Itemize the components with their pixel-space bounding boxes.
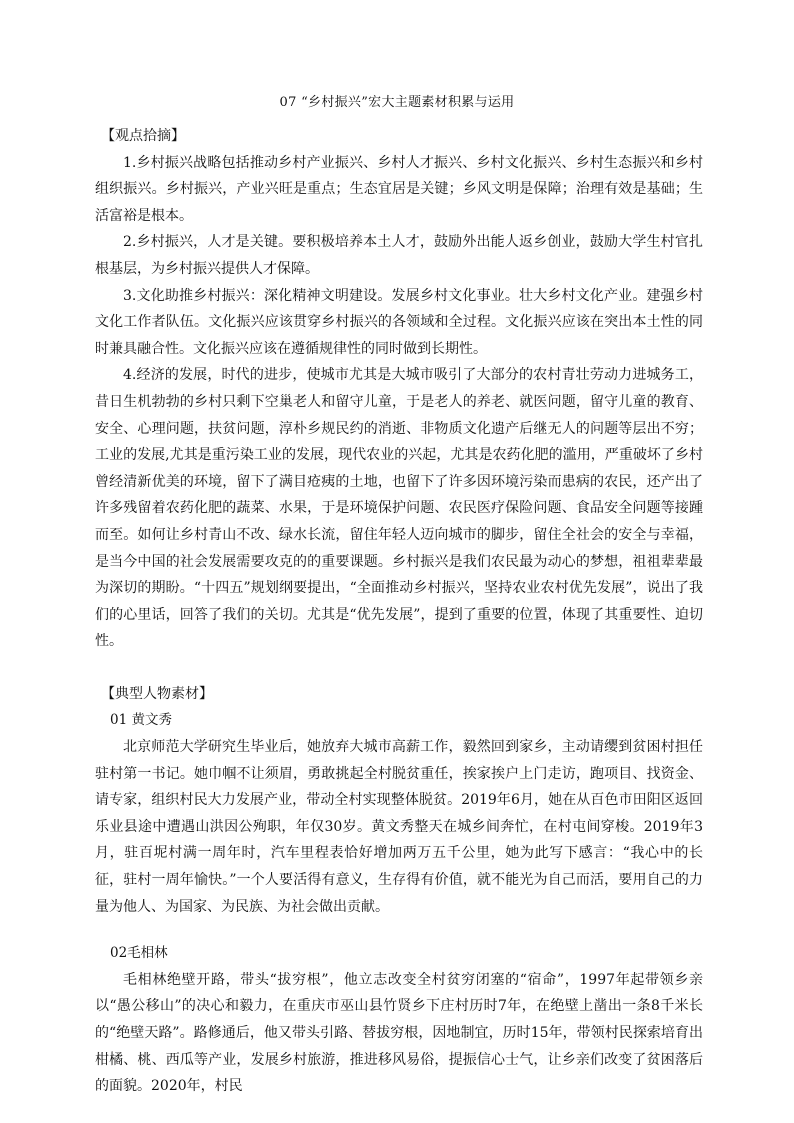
viewpoint-paragraph-4: 4.经济的发展，时代的进步，使城市尤其是大城市吸引了大部分的农村青壮劳动力进城务工，昔日生机勃勃的乡村只剩下空巢老人和留守儿童，于是老人的养老、就医问题，留守儿童的教育、安全、心理问题，扶贫问题，淳朴乡规民约的消逝、非物质文化遗产后继无人的问题等层出不穷；工业的发展,尤其是重污染工业的发展，现代农业的兴起，尤其是农药化肥的滥用，严重破坏了乡村曾经清新优美的环境，留下了满目疮痍的土地，也留下了许多因环境污染而患病的农民，还产出了许多残留着农药化肥的蔬菜、水果，于是环境保护问题、农民医疗保险问题、食品安全问题等接踵而至。如何让乡村青山不改、绿水长流，留住年轻人迈向城市的脚步，留住全社会的安全与幸福，是当今中国的社会发展需要攻克的的重要课题。乡村振兴是我们农民最为动心的梦想，祖祖辈辈最为深切的期盼。“十四五”规划纲要提出，“全面推动乡村振兴，坚持农业农村优先发展”，说出了我们的心里话，回答了我们的关切。尤其是“优先发展”，提到了重要的位置，体现了其重要性、迫切性。 — [95, 367, 703, 650]
person-text-1: 北京师范大学研究生毕业后，她放弃大城市高薪工作，毅然回到家乡，主动请缨到贫困村担任驻村第一书记。她巾帼不让须眉，勇敢挑起全村脱贫重任，挨家挨户上门走访，跑项目、找资金、请专家，组织村民大力发展产业，带动全村实现整体脱贫。2019年6月，她在从百色市田阳区返回乐业县途中遭遇山洪因公殉职，年仅30岁。黄文秀整天在城乡间奔忙，在村屯间穿梭。2019年3月，驻百坭村满一周年时，汽车里程表恰好增加两万五千公里，她为此写下感言：“我心中的长征，驻村一周年愉快。”一个人要活得有意义，生存得有价值，就不能光为自己而活，要用自己的力量为他人、为国家、为民族、为社会做出贡献。 — [95, 739, 703, 915]
viewpoint-paragraph-1: 1.乡村振兴战略包括推动乡村产业振兴、乡村人才振兴、乡村文化振兴、乡村生态振兴和乡村组织振兴。乡村振兴，产业兴旺是重点；生态宜居是关键；乡风文明是保障；治理有效是基础；生活富裕是根本。 — [95, 154, 703, 224]
person-label-1: 01 黄文秀 — [110, 712, 172, 729]
viewpoint-paragraph-2: 2.乡村振兴，人才是关键。要积极培养本土人才，鼓励外出能人返乡创业，鼓励大学生村官扎根基层，为乡村振兴提供人才保障。 — [95, 234, 703, 277]
viewpoint-paragraph-3: 3.文化助推乡村振兴：深化精神文明建设。发展乡村文化事业。壮大乡村文化产业。建强乡村文化工作者队伍。文化振兴应该贯穿乡村振兴的各领域和全过程。文化振兴应该在突出本土性的同时兼具融合性。文化振兴应该在遵循规律性的同时做到长期性。 — [95, 287, 703, 357]
document-body — [95, 123, 703, 1100]
person-text-2: 毛相林绝壁开路，带头“拔穷根”，他立志改变全村贫穷闭塞的“宿命”，1997年起带领乡亲以“愚公移山”的决心和毅力，在重庆市巫山县竹贤乡下庄村历时7年，在绝壁上凿出一条8千米长的“绝壁天路”。路修通后，他又带头引路、替拔穷根，因地制宜，历时15年，带领村民探索培育出柑橘、桃、西瓜等产业，发展乡村旅游，推进移风易俗，提振信心士气，让乡亲们改变了贫困落后的面貌。2020年，村民 — [95, 971, 703, 1095]
person-label-2: 02毛相林 — [110, 945, 168, 962]
person-spacer — [95, 920, 703, 940]
section-heading-figures: 【典型人物素材】 — [101, 685, 213, 702]
section-heading-viewpoints: 【观点拾摘】 — [101, 128, 185, 144]
document-title: 07 “乡村振兴”宏大主题素材积累与运用 — [279, 95, 515, 110]
section-spacer — [95, 655, 703, 681]
